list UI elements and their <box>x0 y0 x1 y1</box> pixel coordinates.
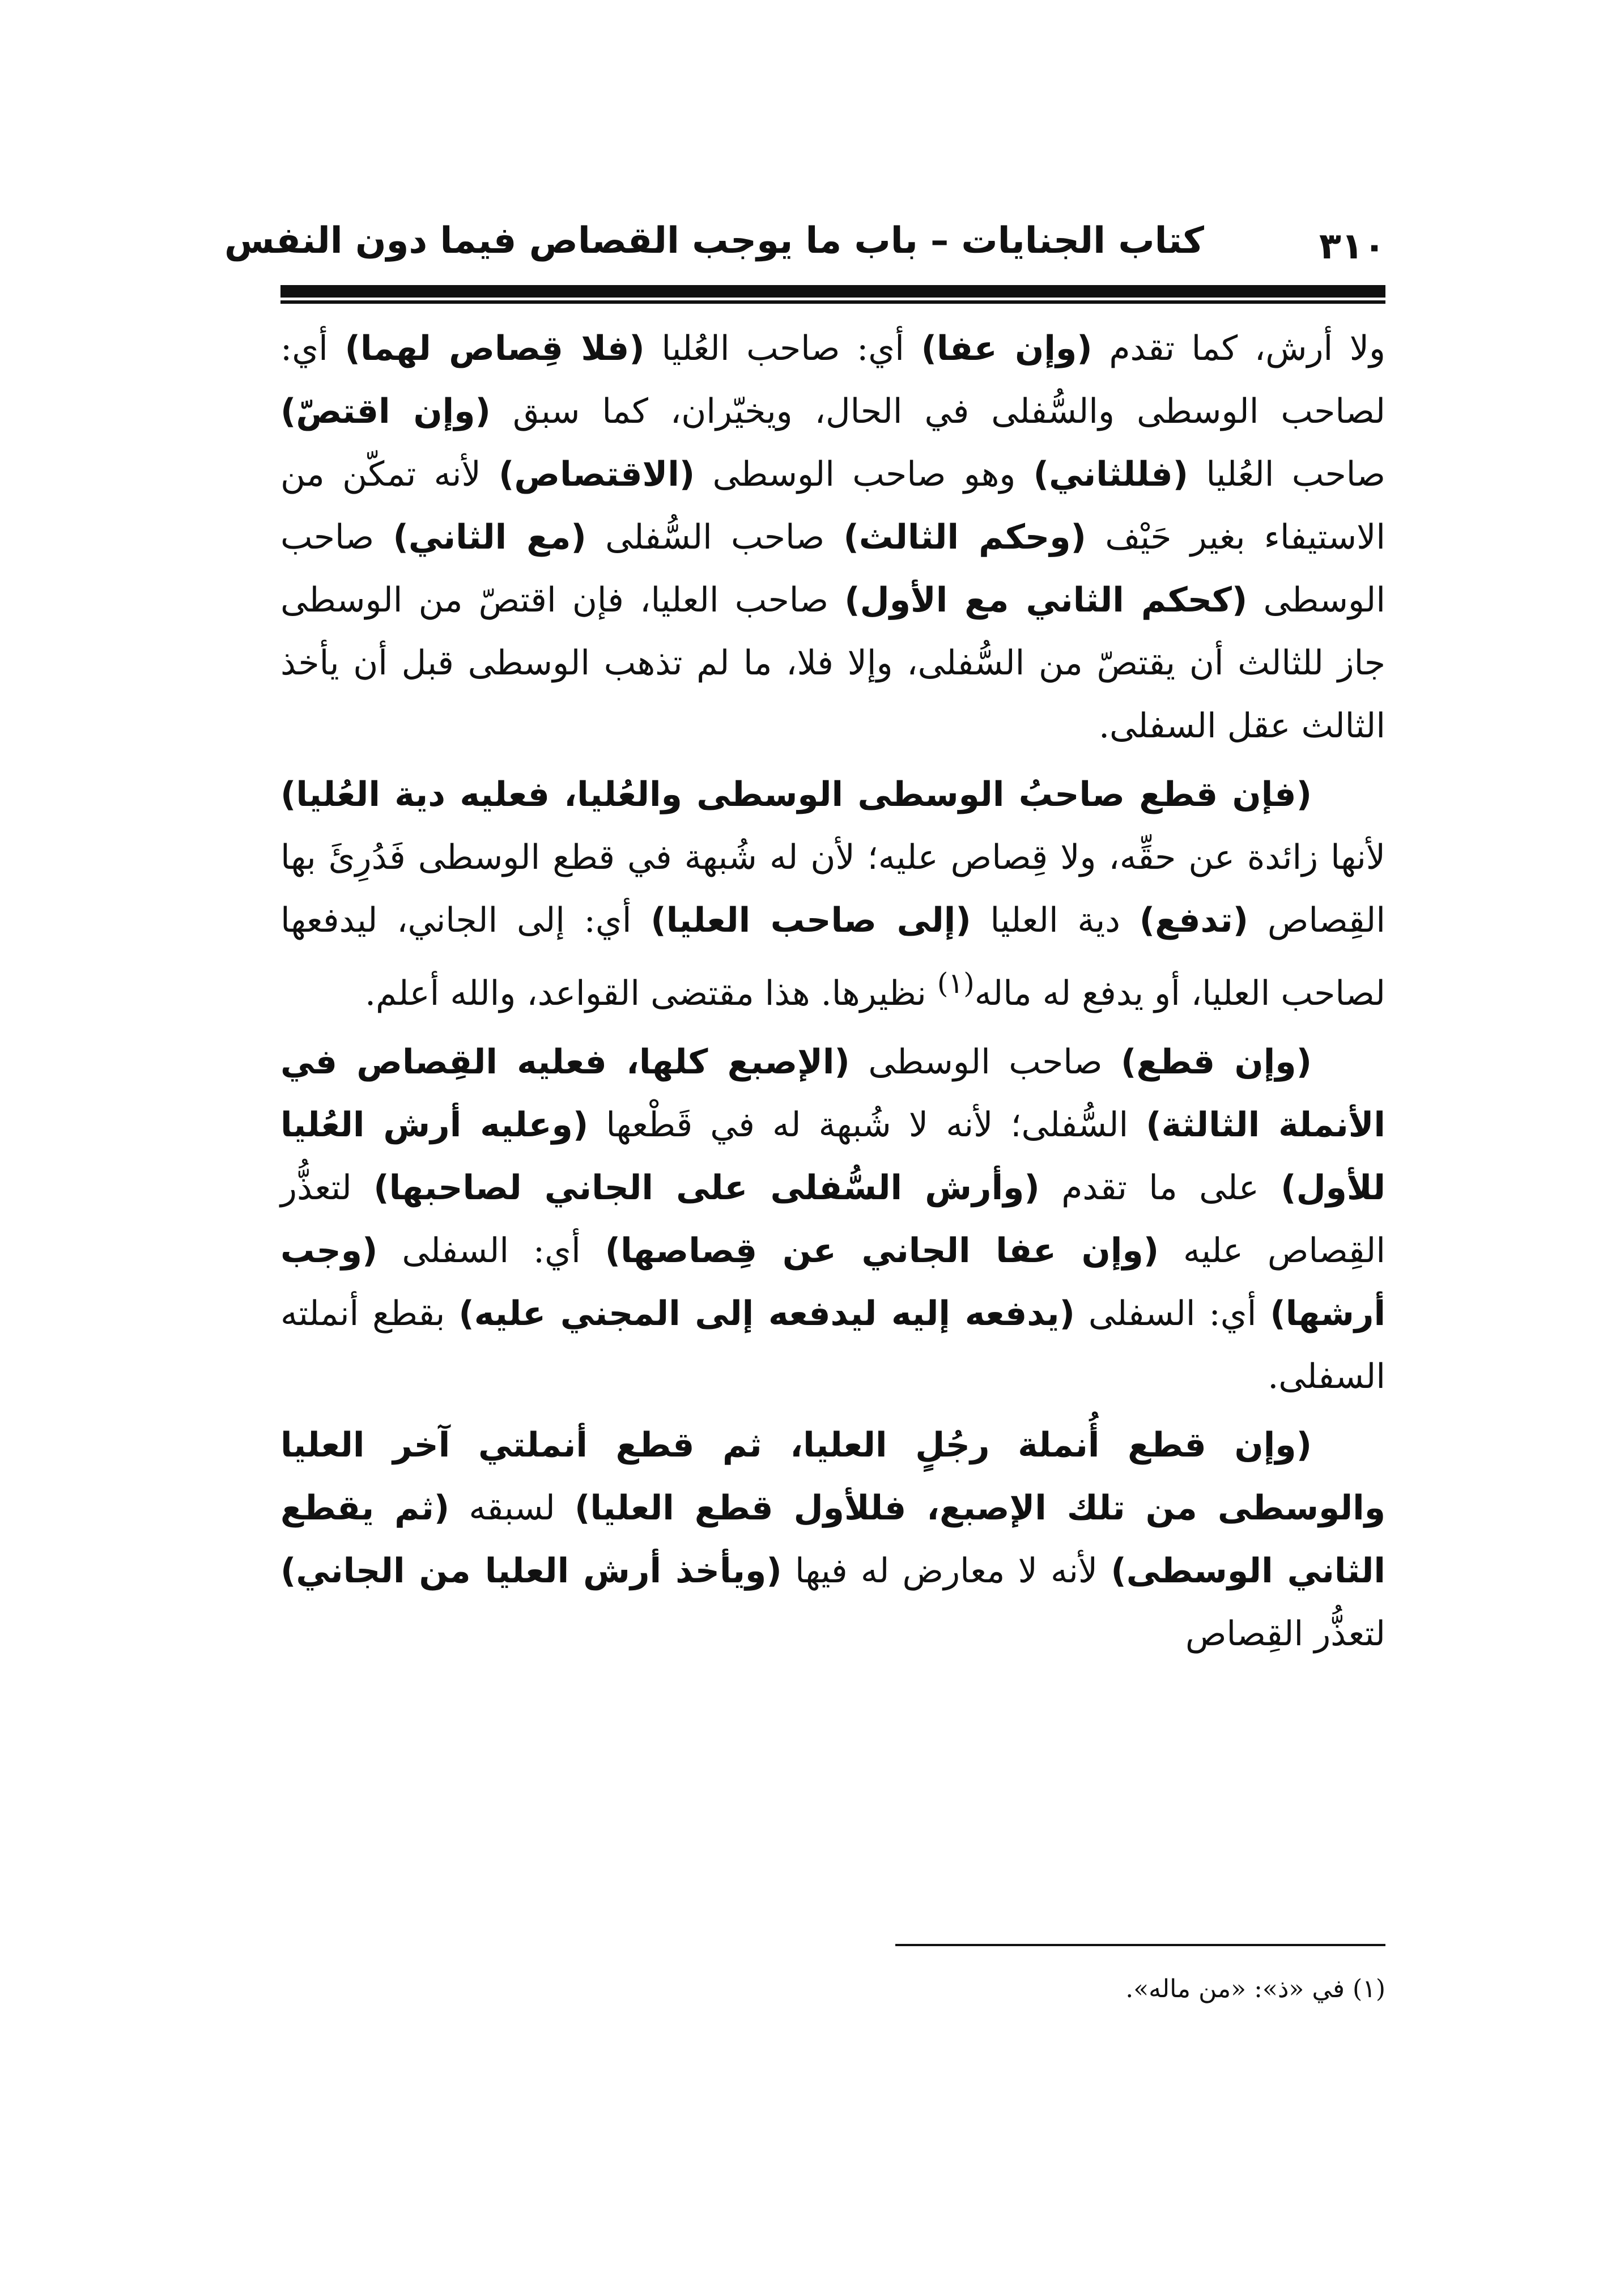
bold-matn-text: (وإن عفا الجاني عن قِصاصها) <box>605 1231 1159 1271</box>
bold-matn-text: (وجب أرشها) <box>280 1231 1386 1334</box>
bold-matn-text: (فلا قِصاص لهما) <box>345 329 645 368</box>
bold-matn-text: (ثم يقطع الثاني الوسطى) <box>280 1488 1385 1591</box>
bold-matn-text: (وعليه أرش العُليا للأول) <box>280 1105 1386 1208</box>
bold-matn-text: (وإن قطع) <box>1121 1042 1312 1082</box>
commentary-text: لتعذُّر القِصاص <box>1185 1614 1385 1654</box>
footnote: (١) في «ذ»: «من ماله». <box>1125 1974 1385 2003</box>
commentary-text: أي: إلى الجاني، ليدفعها لصاحب العليا، أو يدفع له ماله <box>280 901 1385 1013</box>
bold-matn-text: (ويأخذ أرش العليا من الجاني) <box>280 1551 782 1591</box>
footnote-separator <box>895 1944 1385 1946</box>
commentary-text: أي: لصاحب الوسطى والسُّفلى في الحال، ويخيّران، كما سبق <box>280 329 1385 431</box>
bold-matn-text: (تدفع) <box>1139 901 1249 940</box>
header-rule-thin <box>280 300 1385 304</box>
commentary-text: وهو صاحب الوسطى <box>695 455 1034 494</box>
bold-matn-text: (فإن قطع صاحبُ الوسطى الوسطى والعُليا، فعليه دية العُليا) <box>280 775 1312 814</box>
commentary-text: بقطع أنملته السفلى. <box>280 1294 1385 1396</box>
bold-matn-text: (وأرش السُّفلى على الجاني لصاحبها) <box>373 1168 1040 1208</box>
commentary-text: لأنه تمكّن من الاستيفاء بغير حَيْف <box>280 455 1386 557</box>
paragraph <box>280 1031 1385 1408</box>
bold-matn-text: (فللثاني) <box>1033 455 1189 494</box>
commentary-text: ولا أرش، كما تقدم <box>1092 329 1385 368</box>
bold-matn-text: (وإن اقتصّ) <box>280 392 491 431</box>
paragraph <box>280 763 1385 1025</box>
bold-matn-text: (وإن قطع أُنملة رجُلٍ العليا، ثم قطع أنملتي آخر العليا والوسطى من تلك الإصبع، فللأول قطع العليا) <box>280 1425 1385 1528</box>
commentary-text: لأنها زائدة عن حقِّه، ولا قِصاص عليه؛ لأن له شُبهة في قطع الوسطى فَدُرِئَ بها القِصاص <box>280 838 1385 940</box>
page-number: ٣١٠ <box>1319 226 1385 267</box>
bold-matn-text: (الاقتصاص) <box>498 455 695 494</box>
bold-matn-text: (كحكم الثاني مع الأول) <box>844 580 1248 620</box>
header-rule-thick <box>280 285 1385 298</box>
running-header <box>224 204 1385 278</box>
paragraph <box>280 1414 1385 1666</box>
bold-matn-text: (وحكم الثالث) <box>843 517 1086 557</box>
bold-matn-text: (الإصبع كلها، فعليه القِصاص في الأنملة الثالثة) <box>280 1042 1385 1145</box>
body-text <box>280 317 1385 1671</box>
commentary-text: على ما تقدم <box>1039 1168 1281 1208</box>
commentary-text: أي: صاحب العُليا <box>644 329 921 368</box>
bold-matn-text: (وإن عفا) <box>921 329 1092 368</box>
commentary-text: لأنه لا معارض له فيها <box>781 1551 1111 1591</box>
footnote-marker: (١) <box>937 967 975 1000</box>
commentary-text: أي: السفلى <box>1074 1294 1270 1334</box>
commentary-text: لسبقه <box>449 1488 575 1528</box>
commentary-text: نظيرها. هذا مقتضى القواعد، والله أعلم. <box>364 974 937 1013</box>
paragraph <box>280 317 1385 758</box>
commentary-text: السُّفلى؛ لأنه لا شُبهة له في قَطْعها <box>588 1105 1146 1145</box>
commentary-text: صاحب السُّفلى <box>586 517 844 557</box>
header-title: كتاب الجنايات – باب ما يوجب القصاص فيما دون النفس <box>224 220 1204 262</box>
bold-matn-text: (إلى صاحب العليا) <box>651 901 971 940</box>
bold-matn-text: (مع الثاني) <box>393 517 586 557</box>
bold-matn-text: (يدفعه إليه ليدفعه إلى المجني عليه) <box>458 1294 1075 1334</box>
commentary-text: صاحب الوسطى <box>280 517 1386 620</box>
commentary-text: صاحب الوسطى <box>849 1042 1121 1082</box>
commentary-text: دية العليا <box>971 901 1140 940</box>
commentary-text: صاحب العُليا <box>1188 455 1385 494</box>
commentary-text: صاحب العليا، فإن اقتصّ من الوسطى جاز للثالث أن يقتصّ من السُّفلى، وإلا فلا، ما لم تذهب الوسطى قبل أن يأخذ الثالث عقل السفلى. <box>280 580 1385 746</box>
commentary-text: أي: السفلى <box>377 1231 605 1271</box>
commentary-text: لتعذُّر القِصاص عليه <box>280 1168 1385 1271</box>
